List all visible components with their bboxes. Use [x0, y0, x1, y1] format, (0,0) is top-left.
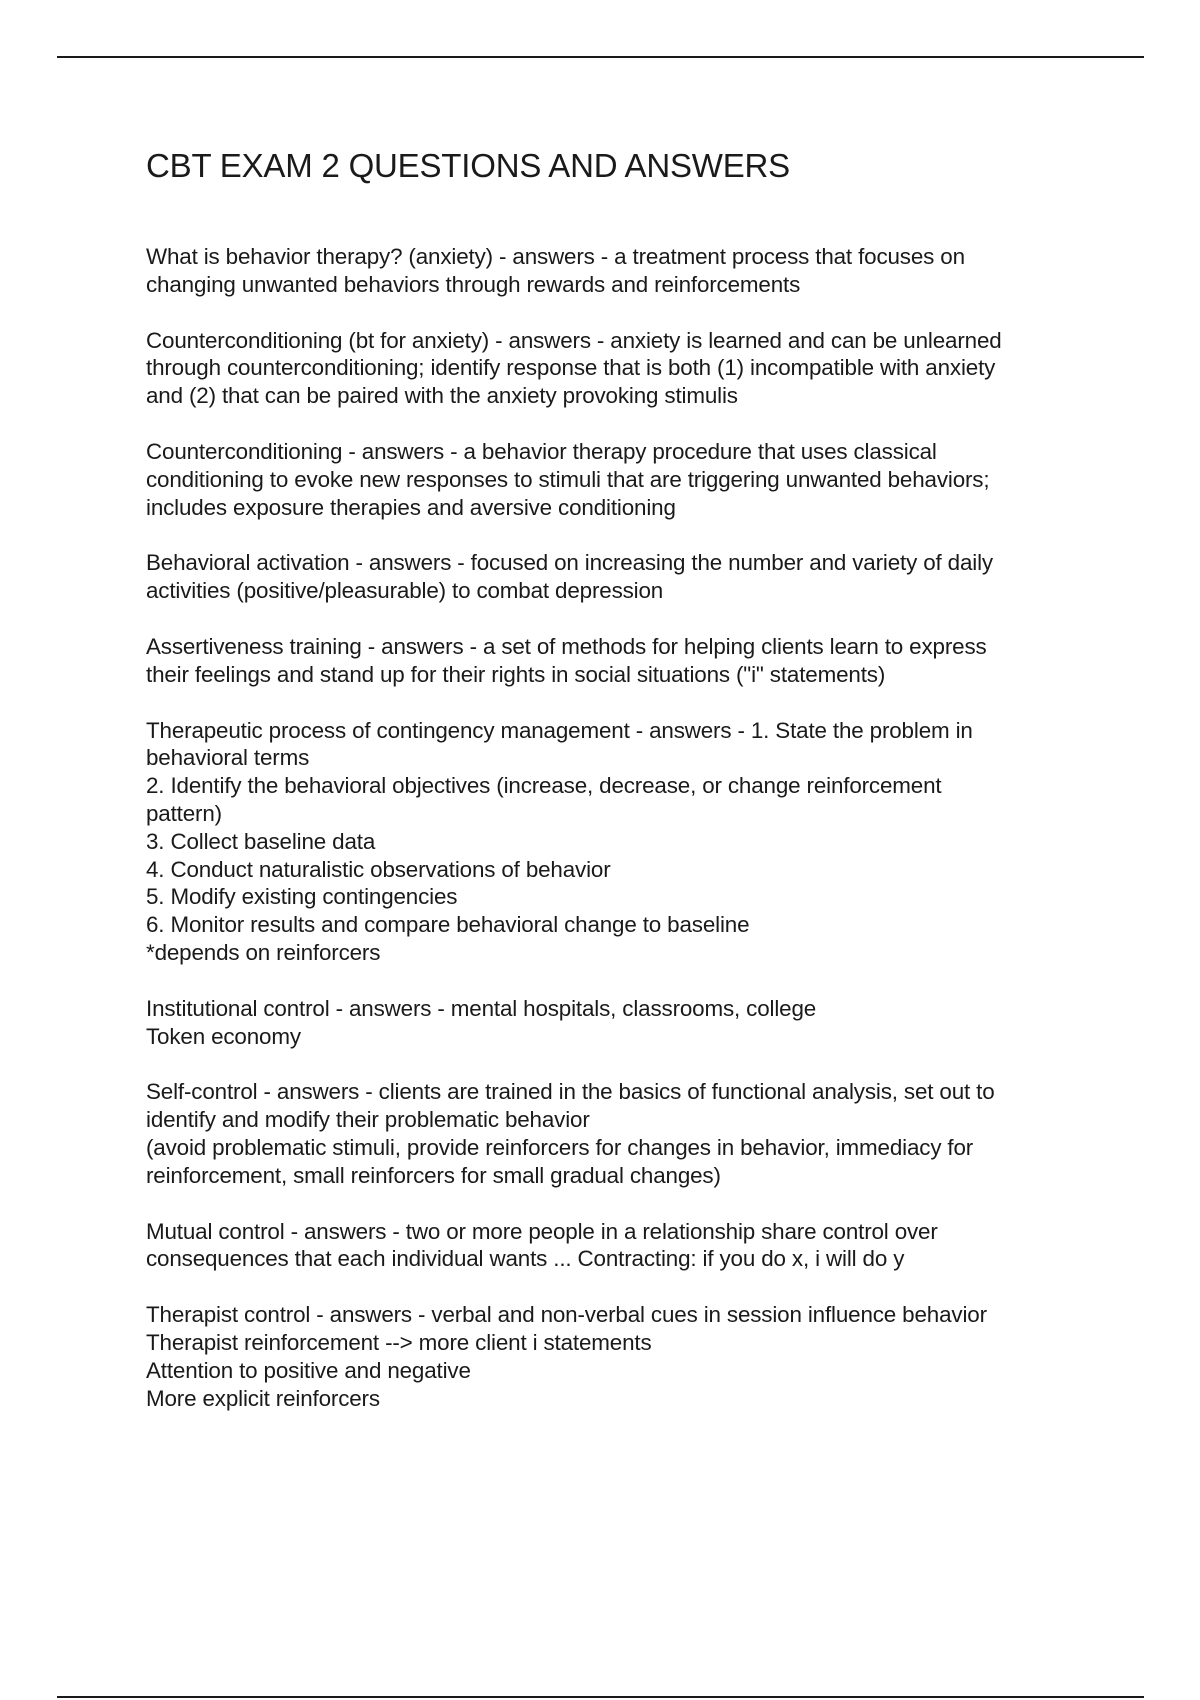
qa-list	[146, 243, 1106, 1440]
qa-entry-behavior-therapy	[146, 243, 1106, 299]
qa-line: 6. Monitor results and compare behavioral change to baseline	[146, 912, 750, 938]
qa-line: identify and modify their problematic behavior	[146, 1107, 590, 1133]
qa-line: Institutional control - answers - mental hospitals, classrooms, college	[146, 995, 817, 1021]
qa-entry-assertiveness-training	[146, 633, 1106, 689]
qa-line: changing unwanted behaviors through rewards and reinforcements	[146, 271, 801, 297]
qa-entry-counterconditioning-anxiety	[146, 327, 1106, 410]
qa-entry-institutional-control	[146, 995, 1106, 1051]
document-title: CBT EXAM 2 QUESTIONS AND ANSWERS	[146, 147, 790, 184]
bottom-rule	[57, 1696, 1144, 1698]
qa-line: Behavioral activation - answers - focused on increasing the number and variety of daily	[146, 550, 993, 576]
qa-line: consequences that each individual wants ... Contracting: if you do x, i will do y	[146, 1246, 905, 1272]
qa-line: behavioral terms	[146, 745, 310, 771]
qa-line: Counterconditioning (bt for anxiety) - answers - anxiety is learned and can be unlearned	[146, 327, 1002, 353]
qa-line: pattern)	[146, 800, 222, 826]
qa-line: Attention to positive and negative	[146, 1357, 471, 1383]
qa-line: their feelings and stand up for their rights in social situations ("i" statements)	[146, 661, 886, 687]
qa-line: Self-control - answers - clients are trained in the basics of functional analysis, set out to	[146, 1079, 995, 1105]
qa-line: through counterconditioning; identify response that is both (1) incompatible with anxiety	[146, 355, 996, 381]
qa-line: More explicit reinforcers	[146, 1385, 380, 1411]
qa-line: Therapist control - answers - verbal and non-verbal cues in session influence behavior	[146, 1302, 987, 1328]
top-rule	[57, 56, 1144, 58]
qa-entry-counterconditioning	[146, 438, 1106, 521]
qa-entry-behavioral-activation	[146, 549, 1106, 605]
qa-line: and (2) that can be paired with the anxiety provoking stimulis	[146, 383, 738, 409]
qa-line: What is behavior therapy? (anxiety) - answers - a treatment process that focuses on	[146, 244, 965, 269]
qa-line: (avoid problematic stimuli, provide reinforcers for changes in behavior, immediacy for	[146, 1134, 974, 1160]
qa-entry-contingency-management	[146, 717, 1106, 967]
qa-line: Therapist reinforcement --> more client i statements	[146, 1329, 652, 1355]
qa-line: 2. Identify the behavioral objectives (increase, decrease, or change reinforcement	[146, 773, 942, 799]
qa-line: 4. Conduct naturalistic observations of behavior	[146, 856, 611, 882]
qa-line: conditioning to evoke new responses to stimuli that are triggering unwanted behaviors;	[146, 466, 990, 492]
qa-line: Assertiveness training - answers - a set of methods for helping clients learn to express	[146, 633, 987, 659]
qa-line: 3. Collect baseline data	[146, 828, 376, 854]
qa-line: *depends on reinforcers	[146, 939, 381, 965]
qa-line: Counterconditioning - answers - a behavior therapy procedure that uses classical	[146, 438, 937, 464]
qa-line: reinforcement, small reinforcers for small gradual changes)	[146, 1162, 721, 1188]
qa-line: activities (positive/pleasurable) to combat depression	[146, 578, 664, 604]
qa-line: 5. Modify existing contingencies	[146, 884, 458, 910]
qa-line: Mutual control - answers - two or more people in a relationship share control over	[146, 1218, 938, 1244]
qa-line: includes exposure therapies and aversive conditioning	[146, 494, 676, 520]
qa-entry-mutual-control	[146, 1218, 1106, 1274]
qa-line: Token economy	[146, 1023, 301, 1049]
qa-line: Therapeutic process of contingency management - answers - 1. State the problem in	[146, 717, 973, 743]
qa-entry-self-control	[146, 1078, 1106, 1189]
qa-entry-therapist-control	[146, 1301, 1106, 1412]
